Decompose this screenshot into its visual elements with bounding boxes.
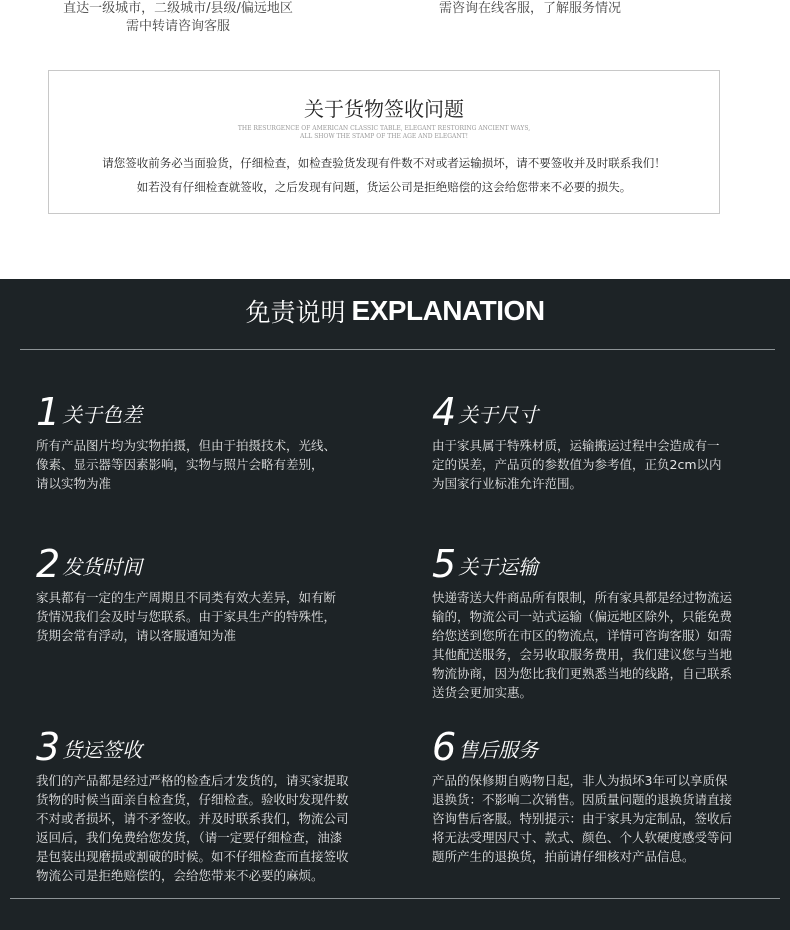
- explanation-item-transport: [432, 544, 777, 702]
- item-number: 4: [432, 390, 457, 434]
- item-line: 不对或者损坏，请不矛签收。并及时联系我们，物流公司: [36, 811, 349, 826]
- item-body: [432, 771, 777, 866]
- item-body: [432, 436, 772, 493]
- sign-text-line-2: 如若没有仔细检查就签收，之后发现有问题，货运公司是拒绝赔偿的这会给您带来不必要的损失。: [136, 180, 632, 194]
- item-line: 送货会更加实惠。: [432, 685, 533, 700]
- item-line: 货物的时候当面亲自检查货，仔细检查。验收时发现件数: [36, 792, 349, 807]
- item-line: 给您送到您所在市区的物流点，详情可咨询客服）如需: [432, 628, 733, 643]
- item-line: 是包装出现磨损或割破的时候。如不仔细检查而直接签收: [36, 849, 349, 864]
- sign-subtitle-line-1: THE RESURGENCE OF AMERICAN CLASSIC TABLE, ELEGANT RESTORING ANCIENT WAYS,: [237, 125, 531, 132]
- item-body: [36, 771, 396, 885]
- item-number: 2: [36, 542, 61, 586]
- item-line: 物流协商，因为您比我们更熟悉当地的线路，自己联系: [432, 666, 733, 681]
- explanation-section: [0, 279, 790, 930]
- item-line: 退换货：不影响二次销售。因质量问题的退换货请直接: [432, 792, 733, 807]
- item-number: 6: [432, 725, 457, 769]
- item-line: 产品的保修期自购物日起，非人为损坏3年可以享质保: [432, 773, 728, 788]
- explanation-item-receipt: [36, 727, 396, 885]
- item-line: 家具都有一定的生产周期且不同类有效大差异，如有断: [36, 590, 337, 605]
- item-number: 5: [432, 542, 457, 586]
- divider-top: [20, 349, 775, 350]
- delivery-note-right: 需咨询在线客服，了解服务情况: [438, 1, 621, 16]
- sign-subtitle: [49, 125, 719, 141]
- item-line: 返回后，我们免费给您发货，（请一定要仔细检查，油漆: [36, 830, 343, 845]
- explanation-item-after-sales: [432, 727, 777, 866]
- item-line: 题所产生的退换货，拍前请仔细核对产品信息。: [432, 849, 695, 864]
- sign-text-line-1: 请您签收前务必当面验货，仔细检查，如检查验货发现有件数不对或者运输损坏，请不要签收并及时联系我们！: [102, 156, 666, 170]
- delivery-note-left: [48, 0, 308, 36]
- explanation-item-size: [432, 392, 772, 493]
- item-title: 发货时间: [62, 555, 143, 579]
- item-line: 由于家具属于特殊材质，运输搬运过程中会造成有一: [432, 438, 720, 453]
- explanation-item-color: [36, 392, 386, 493]
- item-line: 将无法受理因尺寸、款式、颜色、个人软硬度感受等问: [432, 830, 733, 845]
- explanation-title-en: EXPLANATION: [351, 295, 545, 326]
- divider-bottom: [10, 898, 780, 899]
- item-title: 售后服务: [458, 738, 539, 762]
- explanation-title-cn: 免责说明: [245, 298, 346, 327]
- item-line: 为国家行业标准允许范围。: [432, 476, 583, 491]
- item-title: 货运签收: [62, 738, 143, 762]
- item-line: 请以实物为准: [36, 476, 112, 491]
- sign-for-goods-box: [48, 70, 720, 214]
- item-number: 1: [36, 390, 61, 434]
- item-body: [36, 436, 386, 493]
- item-line: 货期会常有浮动，请以客服通知为准: [36, 628, 237, 643]
- item-line: 其他配送服务，会另收取服务费用，我们建议您与当地: [432, 647, 733, 662]
- item-line: 我们的产品都是经过严格的检查后才发货的，请买家提取: [36, 773, 349, 788]
- item-line: 咨询售后客服。特别提示：由于家具为定制品，签收后: [432, 811, 733, 826]
- item-line: 所有产品图片均为实物拍摄，但由于拍摄技术，光线、: [36, 438, 337, 453]
- item-line: 定的误差，产品页的参数值为参考值，正负2cm以内: [432, 457, 722, 472]
- item-line: 货情况我们会及时与您联系。由于家具生产的特殊性，: [36, 609, 337, 624]
- item-line: 输的，物流公司一站式运输（偏远地区除外，只能免费: [432, 609, 733, 624]
- item-title: 关于尺寸: [458, 403, 539, 427]
- item-line: 像素、显示器等因素影响，实物与照片会略有差别，: [36, 457, 324, 472]
- sign-subtitle-line-2: ALL SHOW THE STAMP OF THE AGE AND ELEGANT!: [299, 133, 469, 140]
- item-number: 3: [36, 725, 61, 769]
- explanation-title: [0, 293, 790, 329]
- item-line: 快递寄送大件商品所有限制，所有家具都是经过物流运: [432, 590, 733, 605]
- item-line: 物流公司是拒绝赔偿的，会给您带来不必要的麻烦。: [36, 868, 324, 883]
- item-title: 关于运输: [458, 555, 539, 579]
- delivery-note-line-1: 直达一级城市，二级城市/县级/偏远地区: [63, 1, 293, 16]
- item-title: 关于色差: [62, 403, 143, 427]
- delivery-note-line-2: 需中转请咨询客服: [125, 19, 230, 34]
- explanation-item-shipping-time: [36, 544, 386, 645]
- item-body: [432, 588, 777, 702]
- sign-title: 关于货物签收问题: [304, 97, 464, 121]
- top-notes: [0, 0, 790, 40]
- item-body: [36, 588, 386, 645]
